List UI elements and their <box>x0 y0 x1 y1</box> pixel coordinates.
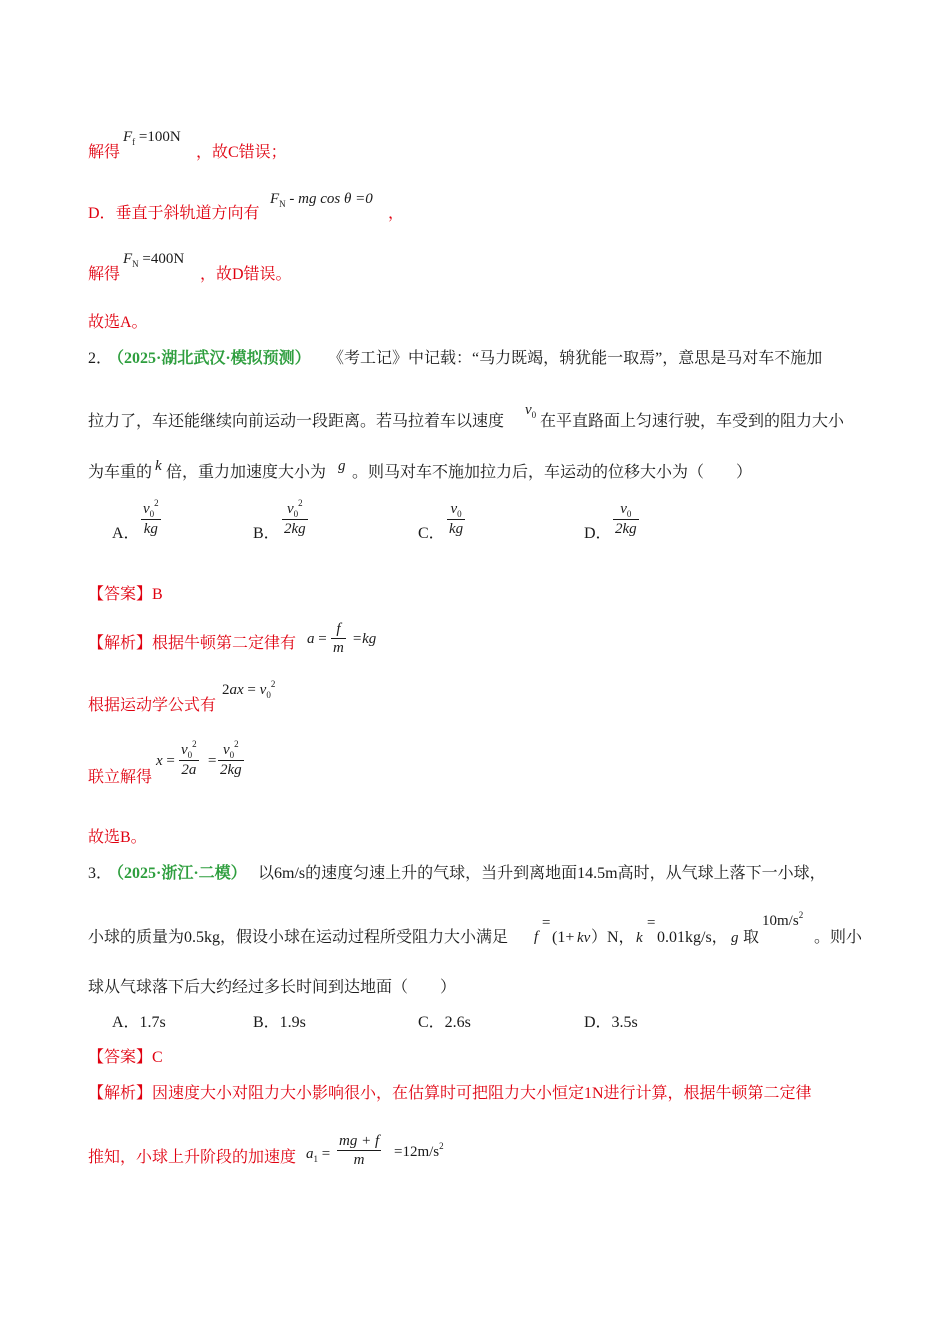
formula-ff: $F_f =100N$ <box>123 129 181 147</box>
question-2-text-2b: 在平直路面上匀速行驶，车受到的阻力大小 <box>540 413 845 430</box>
formula-x-sym: x = <box>156 753 175 769</box>
question-3-text-2c: ）N， <box>591 929 635 946</box>
option-a-formula[interactable]: $v_0^2$ kg <box>143 498 159 537</box>
symbol-f: f <box>534 929 539 945</box>
symbol-k-2: k <box>636 930 643 946</box>
symbol-v0: $v_0$ <box>525 402 537 420</box>
question-3-text-2b: (1+ <box>552 929 575 946</box>
question-2-text-2a: 拉力了，车还能继续向前运动一段距离。若马拉着车以速度 <box>88 413 505 430</box>
question-3-text-2d: 0.01kg/s， <box>657 929 728 946</box>
symbol-g-2: g <box>731 930 739 946</box>
answer-3: 【答案】C <box>88 1049 163 1066</box>
text-solve-1: 解得 <box>88 144 121 161</box>
formula-g-value: $10m/s^2$ <box>762 910 804 929</box>
option-c-label[interactable]: C． <box>418 525 445 542</box>
formula-v0sq-over-2a: $v_0^2$ 2a <box>181 739 197 778</box>
analysis-3-line-2: 推知，小球上升阶段的加速度 <box>88 1149 297 1166</box>
analysis-3-line-1: 因速度大小对阻力大小影响很小，在估算时可把阻力大小恒定1N进行计算，根据牛顿第二定律 <box>152 1085 812 1102</box>
analysis-2-line-1: 根据牛顿第二定律有 <box>152 635 297 652</box>
text-solve-2: 解得 <box>88 266 121 283</box>
formula-f-over-m: f m <box>333 621 344 656</box>
answer-2: 【答案】B <box>88 586 163 603</box>
question-3-source: （2025·浙江·二模） <box>108 865 247 882</box>
text-d-wrong: ，故D错误。 <box>200 266 292 283</box>
question-3-text-2f: 。则小 <box>814 929 863 946</box>
question-2-text-1: 《考工记》中记载：“马力既竭，辀犹能一取焉”，意思是马对车不施加 <box>328 350 823 367</box>
option-3d[interactable]: D．3.5s <box>584 1014 638 1031</box>
text-d-perp: D．垂直于斜轨道方向有 <box>88 205 260 222</box>
text-c-wrong: ，故C错误； <box>196 144 287 161</box>
question-2-text-3a: 为车重的 <box>88 464 153 481</box>
symbol-kv: kv <box>577 930 591 946</box>
text-comma: ， <box>388 205 405 222</box>
analysis-label-2: 【解析】 <box>88 635 153 652</box>
question-3-text-3: 球从气球落下后大约经过多长时间到达地面（ ） <box>88 979 457 996</box>
formula-eq-kg: =kg <box>352 631 377 647</box>
option-3a[interactable]: A．1.7s <box>112 1014 166 1031</box>
equals-k: = <box>646 915 657 931</box>
question-3-text-1: 以6m/s的速度匀速上升的气球，当升到离地面14.5m高时，从气球上落下一小球， <box>258 865 826 882</box>
formula-a1-sym: $a_1$ = <box>306 1146 331 1164</box>
question-2-text-3c: 。则马对车不施加拉力后，车运动的位移大小为（ ） <box>352 464 753 481</box>
question-2-source: （2025·湖北武汉·模拟预测） <box>108 350 311 367</box>
option-b-label[interactable]: B． <box>253 525 280 542</box>
option-c-formula[interactable]: $v_0$ kg <box>449 501 464 537</box>
option-b-formula[interactable]: $v_0^2$ 2kg <box>284 498 306 537</box>
option-d-formula[interactable]: $v_0$ 2kg <box>615 501 637 537</box>
formula-eq-sign: = <box>207 753 218 769</box>
analysis-2-line-3: 联立解得 <box>88 769 153 786</box>
text-choose-a: 故选A。 <box>88 314 148 331</box>
text-choose-b: 故选B。 <box>88 829 147 846</box>
formula-v0sq-over-2kg: $v_0^2$ 2kg <box>220 739 242 778</box>
question-3-text-2e: 取 <box>743 929 760 946</box>
option-3b[interactable]: B．1.9s <box>253 1014 306 1031</box>
formula-mg-plus-f-over-m: mg + f m <box>339 1133 380 1168</box>
analysis-2-line-2: 根据运动学公式有 <box>88 697 217 714</box>
equals-f: = <box>541 915 552 931</box>
question-2-number: 2． <box>88 350 113 367</box>
analysis-label-3: 【解析】 <box>88 1085 153 1102</box>
symbol-g: g <box>338 458 346 474</box>
formula-fn-value: $F_N =400N$ <box>123 251 185 269</box>
question-3-text-2a: 小球的质量为0.5kg，假设小球在运动过程所受阻力大小满足 <box>88 929 509 946</box>
formula-a1-value: $=12m/s^2$ <box>394 1141 444 1160</box>
formula-2ax: $2ax = v_0^2$ <box>222 679 276 700</box>
question-2-text-3b: 倍，重力加速度大小为 <box>166 464 327 481</box>
symbol-k: k <box>155 458 162 474</box>
option-d-label[interactable]: D． <box>584 525 612 542</box>
formula-a-sym: a = <box>307 631 327 647</box>
option-a-label[interactable]: A． <box>112 525 140 542</box>
question-3-number: 3． <box>88 865 113 882</box>
formula-fn-balance: $F_N$ - mg cos θ =0 <box>270 191 373 209</box>
option-3c[interactable]: C．2.6s <box>418 1014 471 1031</box>
